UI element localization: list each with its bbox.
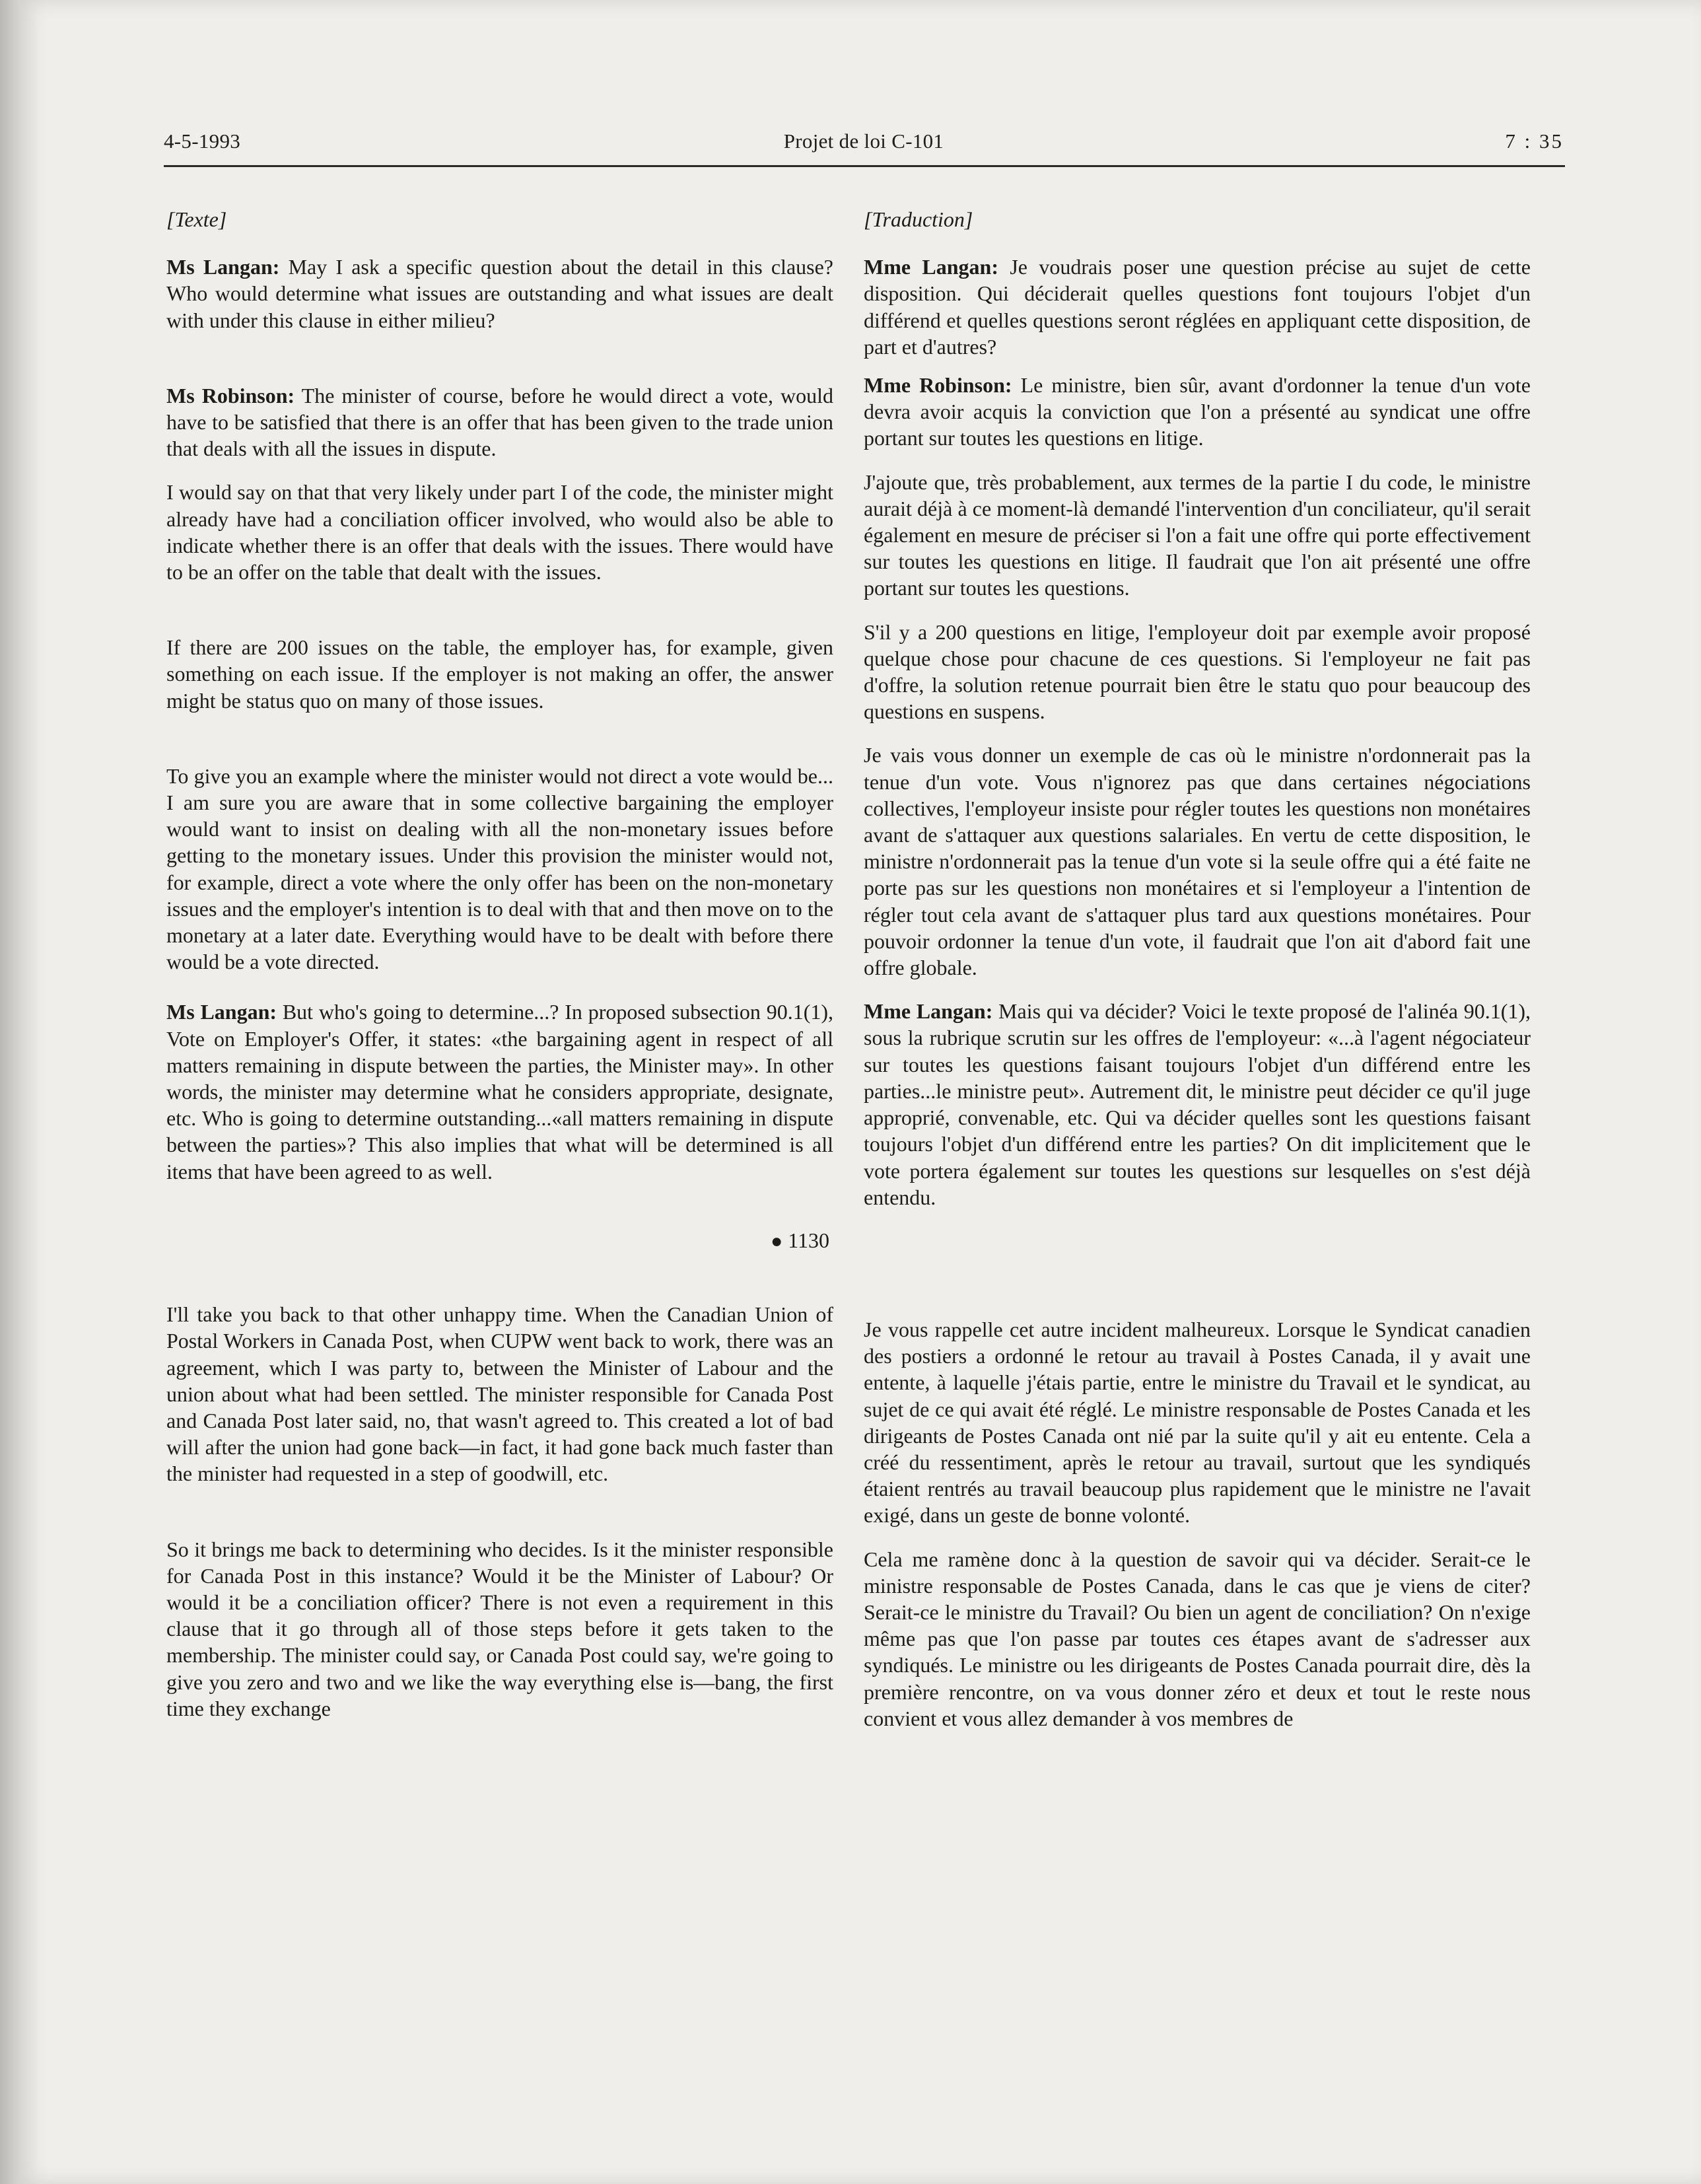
english-paragraph-6 [166,999,833,1184]
paragraph-text: Mais qui va décider? Voici le texte proposé de l'alinéa 90.1(1), sous la rubrique scrutin sur les offres de l'employeur: «...à l'agent négociateur sur toutes les questions faisant toujours l'objet d'un différend entre les parties...le ministre peut». Autrement dit, le ministre peut décider ce qu'il juge approprié, convenable, etc. Qui va décider quelles sont les questions faisant toujours l'objet d'un différend entre les parties? On dit implicitement que le vote portera également sur toutes les questions sur lesquelles on s'est déjà entendu. [864,999,1531,1209]
speaker-name: Ms Langan: [166,1000,277,1024]
french-paragraph-4: S'il y a 200 questions en litige, l'employeur doit par exemple avoir proposé quelque chose pour chacune de ces questions. Si l'employeur ne fait pas d'offre, la solution retenue pourrait bien être le statu quo pour beaucoup des questions en suspens. [864,619,1531,724]
paragraph-text: But who's going to determine...? In proposed subsection 90.1(1), Vote on Employer's Offer, it states: «the bargaining agent in respect of all matters remaining in dispute between the parties, the Minister may». In other words, the minister may determine what he considers appropriate, designate, etc. Who is going to determine outstanding...«all matters remaining in dispute between the parties»? This also implies that what will be determined is all items that have been agreed to as well. [166,1000,834,1183]
header-page-number: 7 : 35 [1505,129,1564,153]
english-paragraph-7: I'll take you back to that other unhappy time. When the Canadian Union of Postal Workers in Canada Post, when CUPW went back to work, there was an agreement, which I was party to, between the Minister of Labour and the union about what had been settled. The minister responsible for Canada Post and Canada Post later said, no, that wasn't agreed to. This created a lot of bad will after the union had gone back—in fact, it had gone back much faster than the minister had requested in a step of goodwill, etc. [166,1302,833,1486]
french-paragraph-2 [864,372,1531,452]
french-tag: [Traduction] [864,207,973,231]
running-header [164,129,1564,156]
paragraph-text: May I ask a specific question about the detail in this clause? Who would determine what issues are outstanding and what issues are dealt with under this clause in either milieu? [166,255,834,332]
speaker-name: Ms Robinson: [166,383,295,407]
english-paragraph-8: So it brings me back to determining who decides. Is it the minister responsible for Canada Post in this instance? Would it be the Minister of Labour? Or would it be a conciliation officer? There is not even a requirement in this clause that it go through all of those steps before it gets taken to the membership. The minister could say, or Canada Post could say, we're going to give you zero and two and we like the way everything else is—bang, the first time they exchange [166,1537,833,1720]
english-paragraph-1 [166,254,833,334]
speaker-name: Mme Robinson: [864,373,1012,398]
english-tag: [Texte] [166,207,227,231]
header-title: Projet de loi C-101 [783,129,944,153]
english-paragraph-4: If there are 200 issues on the table, the employer has, for example, given something on each issue. If the employer is not making an offer, the answer might be status quo on many of those issues. [166,635,833,713]
header-date: 4-5-1993 [164,129,241,153]
paragraph-text: The minister of course, before he would direct a vote, would have to be satisfied that there is an offer that has been given to the trade union that deals with all the issues in dispute. [166,383,833,461]
header-rule [164,165,1565,167]
time-marker-value: 1130 [788,1228,829,1252]
time-marker [166,1227,833,1255]
book-spine-shadow [0,0,20,2184]
speaker-name: Mme Langan: [864,255,998,279]
french-paragraph-1 [864,254,1531,360]
bullet-icon: ● [771,1230,783,1252]
french-paragraph-3: J'ajoute que, très probablement, aux termes de la partie I du code, le ministre aurait déjà à ce moment-là demandé l'intervention d'un conciliateur, qu'il serait également en mesure de préciser si l'on a fait une offre qui porte effectivement sur toutes les questions en litige. Il faudrait que l'on ait présenté une offre portant sur toutes les questions. [864,470,1531,600]
english-paragraph-3: I would say on that that very likely under part I of the code, the minister might already have had a conciliation officer involved, who would also be able to indicate whether there is an offer that deals with the issues. There would have to be an offer on the table that dealt with the issues. [166,480,833,584]
paragraph-text: Le ministre, bien sûr, avant d'ordonner la tenue d'un vote devra avoir acquis la conviction que l'on a présenté au syndicat une offre portant sur toutes les questions en litige. [864,373,1531,450]
paragraph-text: Je voudrais poser une question précise au sujet de cette disposition. Qui déciderait quelles questions font toujours l'objet d'un différend et quelles questions seront réglées en appliquant cette disposition, de part et d'autres? [864,255,1531,359]
french-paragraph-6 [864,998,1531,1211]
french-paragraph-8: Cela me ramène donc à la question de savoir qui va décider. Serait-ce le ministre responsable de Postes Canada, dans le cas que je viens de citer? Serait-ce le ministre du Travail? Ou bien un agent de conciliation? On n'exige même pas que l'on passe par toutes ces étapes avant de s'adresser aux syndiqués. Le ministre ou les dirigeants de Postes Canada pourrait dire, dès la première rencontre, on va vous donner zéro et deux et tout le reste nous convient et vous allez demander à vos membres de [864,1547,1531,1730]
speaker-name: Ms Langan: [166,255,280,279]
french-paragraph-7: Je vous rappelle cet autre incident malheureux. Lorsque le Syndicat canadien des postiers a ordonné le retour au travail à Postes Canada, il y avait une entente, à laquelle j'étais partie, entre le ministre du Travail et le syndicat, au sujet de ce qui avait été réglé. Le ministre responsable de Postes Canada et les dirigeants de Postes Canada ont nié par la suite qu'il y ait eu entente. Cela a créé du ressentiment, après le retour au travail, surtout que les syndiqués étaient rentrés au travail beaucoup plus rapidement que le ministre ne l'avait exigé, dans un geste de bonne volonté. [864,1317,1531,1528]
english-paragraph-5: To give you an example where the minister would not direct a vote would be... I am sure you are aware that in some collective bargaining the employer would want to insist on dealing with all the non-monetary issues before getting to the monetary issues. Under this provision the minister would not, for example, direct a vote where the only offer has been on the non-monetary issues and the employer's intention is to deal with that and then move on to the monetary at a later date. Everything would have to be dealt with before there would be a vote directed. [166,763,833,974]
french-paragraph-5: Je vais vous donner un exemple de cas où le ministre n'ordonnerait pas la tenue d'un vote. Vous n'ignorez pas que dans certaines négociations collectives, l'employeur insiste pour régler toutes les questions non monétaires avant de s'attaquer aux questions salariales. En vertu de cette disposition, le ministre n'ordonnerait pas la tenue d'un vote si la seule offre qui a été faite ne porte pas sur les questions non monétaires et si l'employeur a l'intention de régler tout cela avant de s'attaquer plus tard aux questions monétaires. Pour pouvoir ordonner la tenue d'un vote, il faudrait que l'on ait d'abord fait une offre globale. [864,743,1531,980]
speaker-name: Mme Langan: [864,999,993,1024]
french-column [864,206,1531,1732]
english-paragraph-2 [166,382,833,462]
english-column [166,206,833,1722]
